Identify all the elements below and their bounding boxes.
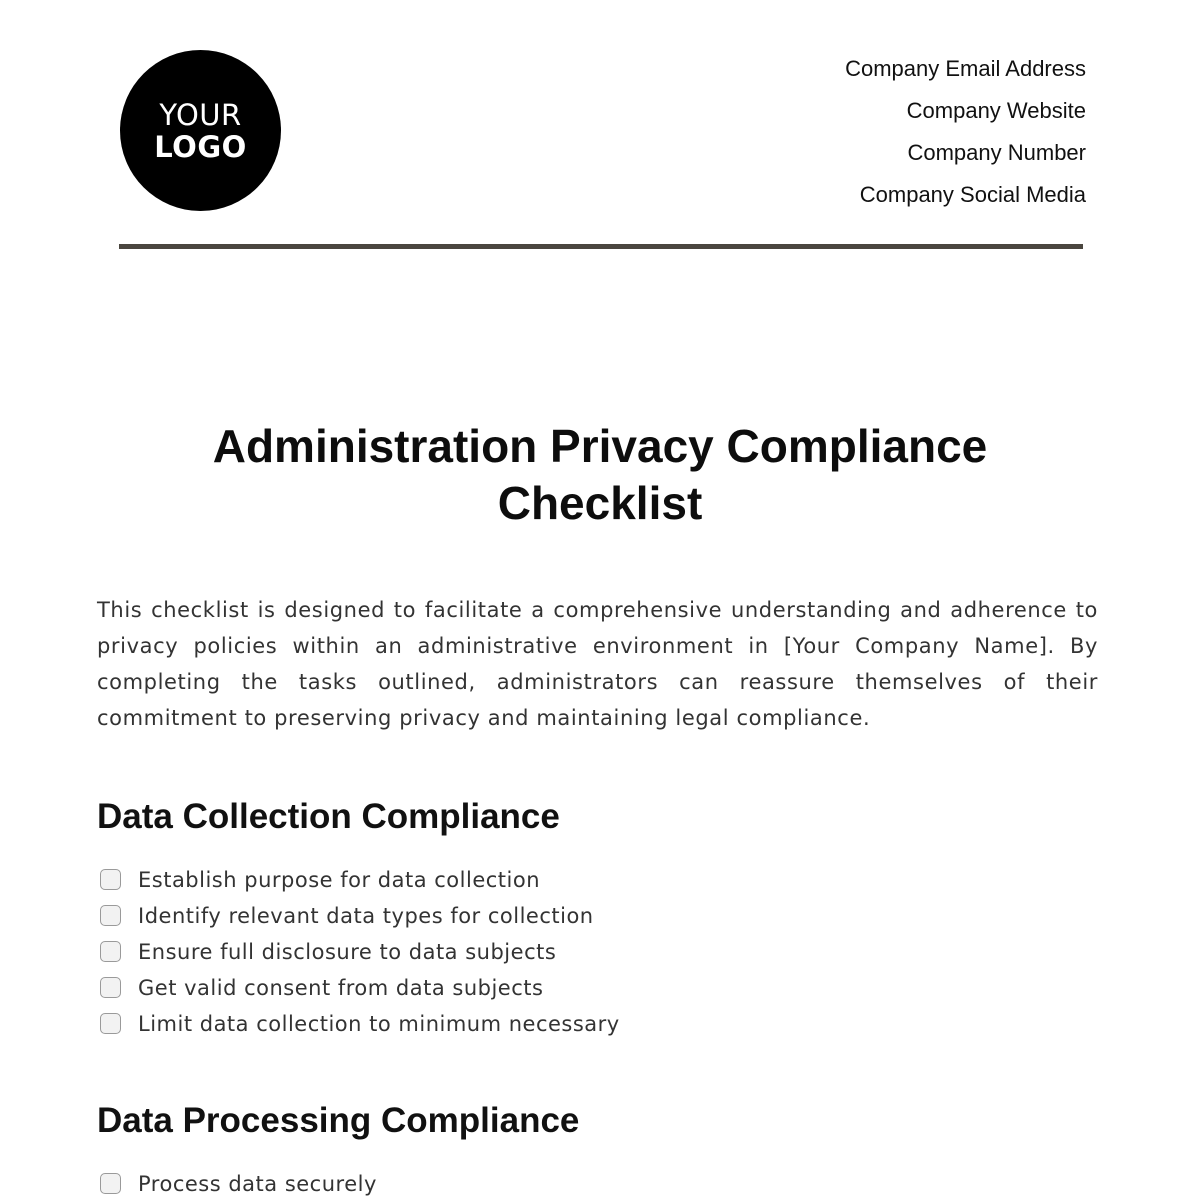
checklist-item[interactable] [100,1006,620,1042]
checklist-item-label: Ensure full disclosure to data subjects [138,940,557,964]
company-contact-info [845,54,1086,222]
company-website: Company Website [906,98,1086,123]
checklist-item[interactable] [100,934,620,970]
checkbox[interactable] [100,869,121,890]
company-social-media: Company Social Media [859,182,1086,207]
logo-text-logo: LOGO [154,129,247,164]
checklist-item-label: Get valid consent from data subjects [138,976,544,1000]
checklist-item[interactable] [100,970,620,1006]
checklist-item[interactable] [100,898,620,934]
checklist-item-label: Limit data collection to minimum necessary [138,1012,620,1036]
company-logo [120,50,281,211]
document-title-line-1: Administration Privacy Compliance [212,420,988,472]
section-heading-data-processing: Data Processing Compliance [97,1101,580,1140]
logo-text-your: YOUR [159,97,242,132]
checkbox[interactable] [100,1013,121,1034]
document-title-line-2: Checklist [497,477,703,529]
company-number: Company Number [907,140,1086,165]
company-email: Company Email Address [845,56,1086,81]
checkbox[interactable] [100,1173,121,1194]
checkbox[interactable] [100,905,121,926]
checkbox[interactable] [100,941,121,962]
section-heading-data-collection: Data Collection Compliance [97,797,560,836]
header-divider [119,244,1083,249]
checklist-item-label: Identify relevant data types for collection [138,904,594,928]
document-title [100,418,1100,532]
checklist-item[interactable] [100,1166,377,1200]
checkbox[interactable] [100,977,121,998]
checklist-data-processing [100,1166,377,1200]
checklist-item[interactable] [100,862,620,898]
checklist-data-collection [100,862,620,1042]
checklist-item-label: Establish purpose for data collection [138,868,541,892]
intro-paragraph: This checklist is designed to facilitate a comprehensive understanding and adherence to privacy policies within an administrative environment in [Your Company Name]. By completing the tasks outlined, administrators can reassure themselves of their commitment to preserving privacy and maintaining legal compliance. [97,598,1098,730]
checklist-item-label: Process data securely [138,1172,377,1196]
